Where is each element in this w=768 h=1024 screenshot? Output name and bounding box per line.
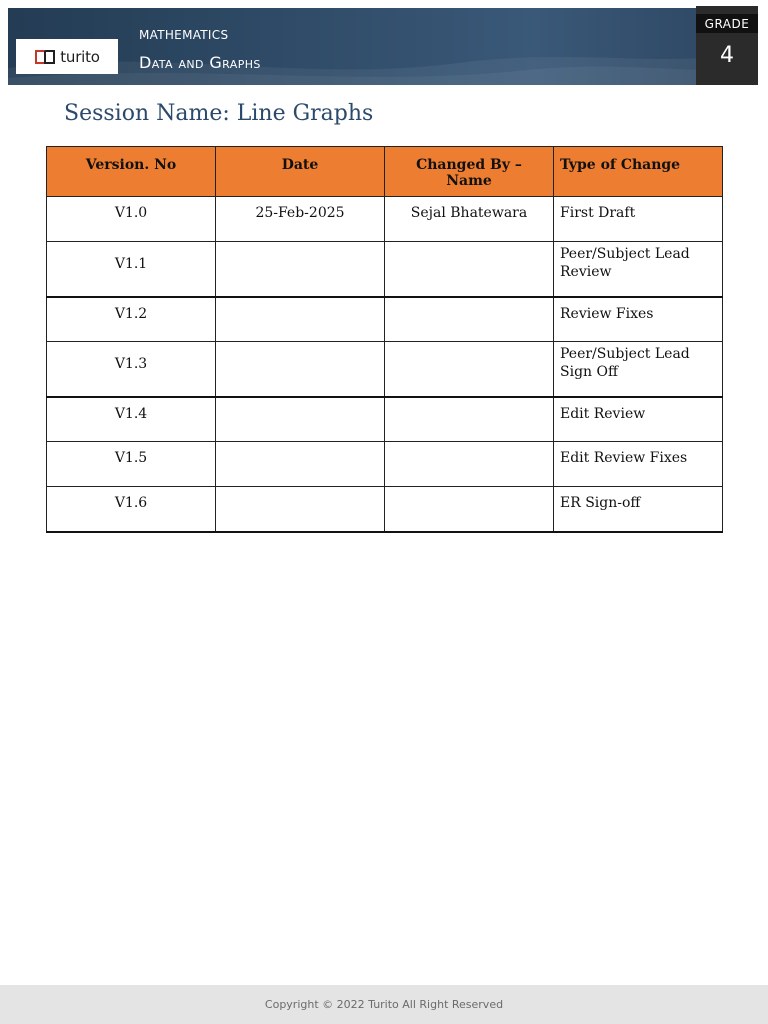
date-cell [216, 297, 385, 342]
changed-by-cell [385, 242, 554, 297]
changed-by-cell: Sejal Bhatewara [385, 197, 554, 242]
version-cell: V1.4 [47, 397, 216, 442]
column-header-version: Version. No [47, 147, 216, 197]
changed-by-cell [385, 397, 554, 442]
date-cell [216, 487, 385, 532]
date-cell [216, 397, 385, 442]
type-cell: Edit Review Fixes [554, 442, 723, 487]
table-row [47, 197, 723, 242]
type-cell: Peer/Subject Lead Review [554, 242, 723, 297]
date-cell [216, 242, 385, 297]
grade-label: GRADE [696, 14, 758, 33]
changed-by-cell [385, 487, 554, 532]
book-icon [34, 48, 56, 66]
version-cell: V1.6 [47, 487, 216, 532]
grade-number: 4 [720, 42, 734, 68]
changed-by-cell [385, 297, 554, 342]
version-cell: V1.1 [47, 242, 216, 297]
type-cell: Edit Review [554, 397, 723, 442]
column-header-date: Date [216, 147, 385, 197]
session-title: Session Name: Line Graphs [64, 101, 374, 126]
page-footer [0, 985, 768, 1024]
version-cell: V1.2 [47, 297, 216, 342]
date-cell [216, 342, 385, 397]
changed-by-cell [385, 342, 554, 397]
topic-title: Data and Graphs [139, 53, 261, 72]
version-cell: V1.3 [47, 342, 216, 397]
copyright-text: Copyright © 2022 Turito All Right Reserved [264, 998, 504, 1011]
table-row [47, 342, 723, 397]
changed-by-cell [385, 442, 554, 487]
version-cell: V1.5 [47, 442, 216, 487]
version-history-table [46, 146, 723, 533]
subject-label: MATHEMATICS [139, 28, 229, 42]
type-cell: First Draft [554, 197, 723, 242]
date-cell: 25-Feb-2025 [216, 197, 385, 242]
table-row [47, 242, 723, 297]
table-row [47, 442, 723, 487]
type-cell: ER Sign-off [554, 487, 723, 532]
table-row [47, 487, 723, 532]
date-cell [216, 442, 385, 487]
header-wave-decoration [8, 8, 758, 85]
logo-text: turito [60, 47, 100, 66]
type-cell: Peer/Subject Lead Sign Off [554, 342, 723, 397]
version-cell: V1.0 [47, 197, 216, 242]
turito-logo [16, 39, 118, 74]
type-cell: Review Fixes [554, 297, 723, 342]
page-header [8, 8, 758, 85]
table-row [47, 297, 723, 342]
table-header-row [47, 147, 723, 197]
table-row [47, 397, 723, 442]
column-header-type: Type of Change [554, 147, 723, 197]
column-header-changed-by: Changed By – Name [385, 147, 554, 197]
